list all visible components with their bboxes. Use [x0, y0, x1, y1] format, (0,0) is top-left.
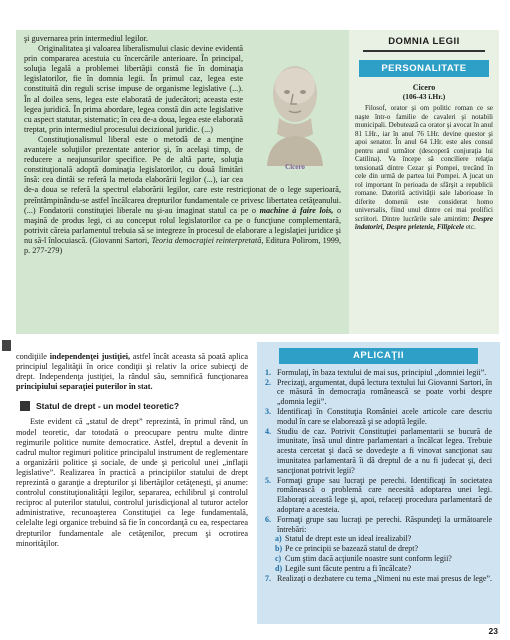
intro-bold: independenţei justiţiei,: [49, 352, 131, 361]
bio-works: Despre îndatoriri, Despre prietenie, Filipicele: [355, 214, 494, 231]
person-name: Cicero: [412, 83, 436, 92]
item-text: Studiu de caz. Potrivit Constituţiei parlamentarii se bucură de imunitate, însă unul dintre parlamentari a încălcat legea. Trebuie acesta cercetat şi dacă se dovedeşte a fi vinovat sancţionat sau imunitatea parlamentară îi dă dreptul de a nu fi judecat şi, deci sancţionat potrivit legii?: [277, 426, 492, 475]
item-number: 7.: [265, 573, 271, 583]
excerpt-line-0: şi guvernarea prin intermediul legilor.: [24, 34, 148, 43]
bio-end: etc.: [465, 223, 476, 231]
item-number: 2.: [265, 377, 271, 387]
item-text: Precizaţi, argumentat, după lectura textului lui Giovanni Sartori, în ce măsură în democraţia românească se poate vorbi despre „domnia legii”.: [277, 377, 492, 407]
portrait-caption: Cicero: [285, 163, 305, 171]
sub-letter: a): [275, 534, 282, 544]
cicero-portrait: [249, 56, 341, 174]
sub-text: Cum ştim dacă acţiunile noastre sunt conform legii?: [285, 553, 452, 563]
right-sidebar: [349, 30, 499, 334]
application-item: [265, 574, 492, 584]
section-bullet-icon: [20, 401, 30, 411]
item-text: Formaţi grupe sau lucraţi pe perechi. Identificaţi în societatea românească o problemă care necesită adoptarea unei legi. Elaboraţi această lege şi, apoi, refaceţi procedura parlamentară de adoptare a acesteia.: [277, 475, 492, 514]
bio-text: Filosof, orator şi om politic roman ce se naşte într-o familie de cavaleri şi notabili municipali. Debutează ca orator şi avocat în anul 81 î.Hr., iar în anul 76 î.Hr. devine questor şi apoi senator. În anul 64 î.Hr. este ales consul pentru anul următor (descoperă conjuraţia lui Catilina). Va începe să conciliere relaţia tensionată dintre Cezar şi Pompei, trecând în cele din urmă de partea lui Pompei. A jucat un rol important în perioada de sfârşit a republicii romane. Datorită activităţii sale laborioase în diferite domenii este considerat homo universalis, fiind unul dintre cei mai prolifici scriitori. Dintre lucrările sale amintim:: [355, 104, 493, 223]
sub-question: [265, 534, 492, 544]
excerpt-p2-italic: machine à faire lois,: [259, 205, 334, 215]
section-body: Este evident că „statul de drept” reprezintă, în primul rând, un model teoretic, dar totodată o preocupare pentru multe dintre regimurile politice numite democratice. Astfel, dreptul a devenit în cadrul multor regimuri politice principalul instrument de reglementare a organizării politice şi sociale, de unde şi pericolul unei „inflaţii legislative”. Realizarea în practică a principiilor statului de drept reprezintă o garanţie a drepturilor şi libertăţilor cetăţeneşti, şi anume: controlul constituţionalităţii legilor, separarea, echilibrul şi controlul reciproc al puterilor statului, controlul jurisdicţional al tuturor actelor administrative, recunoaşterea Constituţiei ca lege fundamentală, celelalte legi organice trebuind să fie în concordanţă cu ea, respectarea drepturilor fundamentale ale cetăţenilor, precum şi ocrotirea minorităţilor.: [16, 417, 248, 548]
applications-box: [257, 342, 500, 624]
section-heading: [16, 401, 248, 411]
chapter-title: DOMNIA LEGII: [388, 36, 460, 47]
page-number: 23: [488, 626, 498, 636]
application-item: [265, 515, 492, 535]
sub-text: Legile sunt făcute pentru a fi încălcate?: [285, 563, 412, 573]
margin-marker: [2, 340, 11, 351]
bust-image: [249, 56, 341, 166]
application-item: [265, 378, 492, 407]
item-number: 5.: [265, 475, 271, 485]
application-item: [265, 368, 492, 378]
sub-letter: c): [275, 553, 282, 563]
application-item: [265, 427, 492, 476]
main-text-column: [16, 352, 248, 549]
intro-paragraph: [16, 352, 248, 392]
item-text: Formulaţi, în baza textului de mai sus, principiul „domniei legii”.: [277, 367, 487, 377]
item-text: Realizaţi o dezbatere cu tema „Nimeni nu este mai presus de lege”.: [277, 573, 493, 583]
item-number: 4.: [265, 426, 271, 436]
intro-bold-2: principiului separaţiei puterilor în stat.: [16, 382, 153, 392]
sub-letter: d): [275, 563, 283, 573]
intro-rest: astfel încât aceasta să poată aplica principiul legalităţii în orice condiţii şi relativ la orice subiecţi de drept. Independenţa justiţiei, la rândul său, semnifică funcţionarea: [16, 352, 248, 382]
sub-letter: b): [275, 544, 283, 554]
excerpt-source-title: Teoria democraţiei reinterpretată,: [151, 235, 264, 245]
excerpt-box: [16, 30, 349, 334]
excerpt-p2-text: Constituţionalismul liberal este o metodă de a menţine avantajele soluţiilor prezentate anterior şi, în acelaşi timp, de reducere a neajunsurilor specifice. Pe de altă parte, soluţia constituţională adoptă dominaţia legislatorilor, cu două limitări însă: cea dintâi se referă la metoda elaborării legilor (...), iar cea de-a doua se referă la spectrul elaborării legilor, care este restricţionat de o lege superioară, preîntâmpinându-se astfel încălcarea drepturilor fundamentale ce privesc libertatea cetăţeanului. (...) Fondatorii constituţiei liberale nu şi-au imaginat statul ca pe o: [24, 134, 341, 215]
item-number: 1.: [265, 367, 271, 377]
person-bio: [355, 104, 493, 232]
application-item: [265, 407, 492, 427]
person-dates: (106-43 î.Hr.): [402, 92, 446, 101]
section-title: Statul de drept - un model teoretic?: [36, 401, 180, 412]
excerpt-p2-cont: o maşină de produs legi, ci au conceput rolul legislatorilor ca pe o funcţiune complementară, potrivit căreia parlamentul trebuia să se integreze în procesul de elaborare a legislaţiei juridice şi nu să-l înlocuiască. (Giovanni Sartori,: [24, 205, 342, 245]
personality-banner: PERSONALITATE: [359, 60, 489, 77]
applications-banner: APLICAŢII: [279, 348, 478, 364]
sub-text: Statul de drept este un ideal irealizabil?: [285, 534, 412, 544]
intro-text: condiţiile: [16, 352, 47, 361]
item-text: Identificaţi în Constituţia României acele articole care descriu modul în care se elaborează şi se adoptă legile.: [277, 406, 492, 426]
sub-question: [265, 564, 492, 574]
item-number: 3.: [265, 406, 271, 416]
sub-question: [265, 544, 492, 554]
application-item: [265, 476, 492, 515]
item-number: 6.: [265, 514, 271, 524]
item-text: Formaţi grupe sau lucraţi pe perechi. Răspundeţi la următoarele întrebări:: [277, 514, 492, 534]
chapter-title-rule: [363, 50, 485, 52]
sub-question: [265, 554, 492, 564]
sub-text: Pe ce principii se bazează statul de drept?: [285, 544, 419, 554]
excerpt-paragraph-1: Originalitatea şi valoarea liberalismului clasic devine evidentă prin compararea acestuia cu încercările anterioare. În principal, soluţia legală a problemei libertăţii constă fie în dominaţia legislatorilor, fie în domnia legii. În primul caz, legea este constituită din reguli scrise impuse de organisme legislative (...). În al doilea sens, legea este elaborată de judecători; aceasta este legea juridică. În prima abordare, legea constă din acte legislative cu aspect statutar, sistematic; în cea de-a doua, legea este elaborată treptat, prin intermediul procesului decizional juridic. (...): [24, 44, 243, 134]
excerpt-source-details: Editura Polirom, 1999, p. 277-279): [24, 235, 342, 255]
